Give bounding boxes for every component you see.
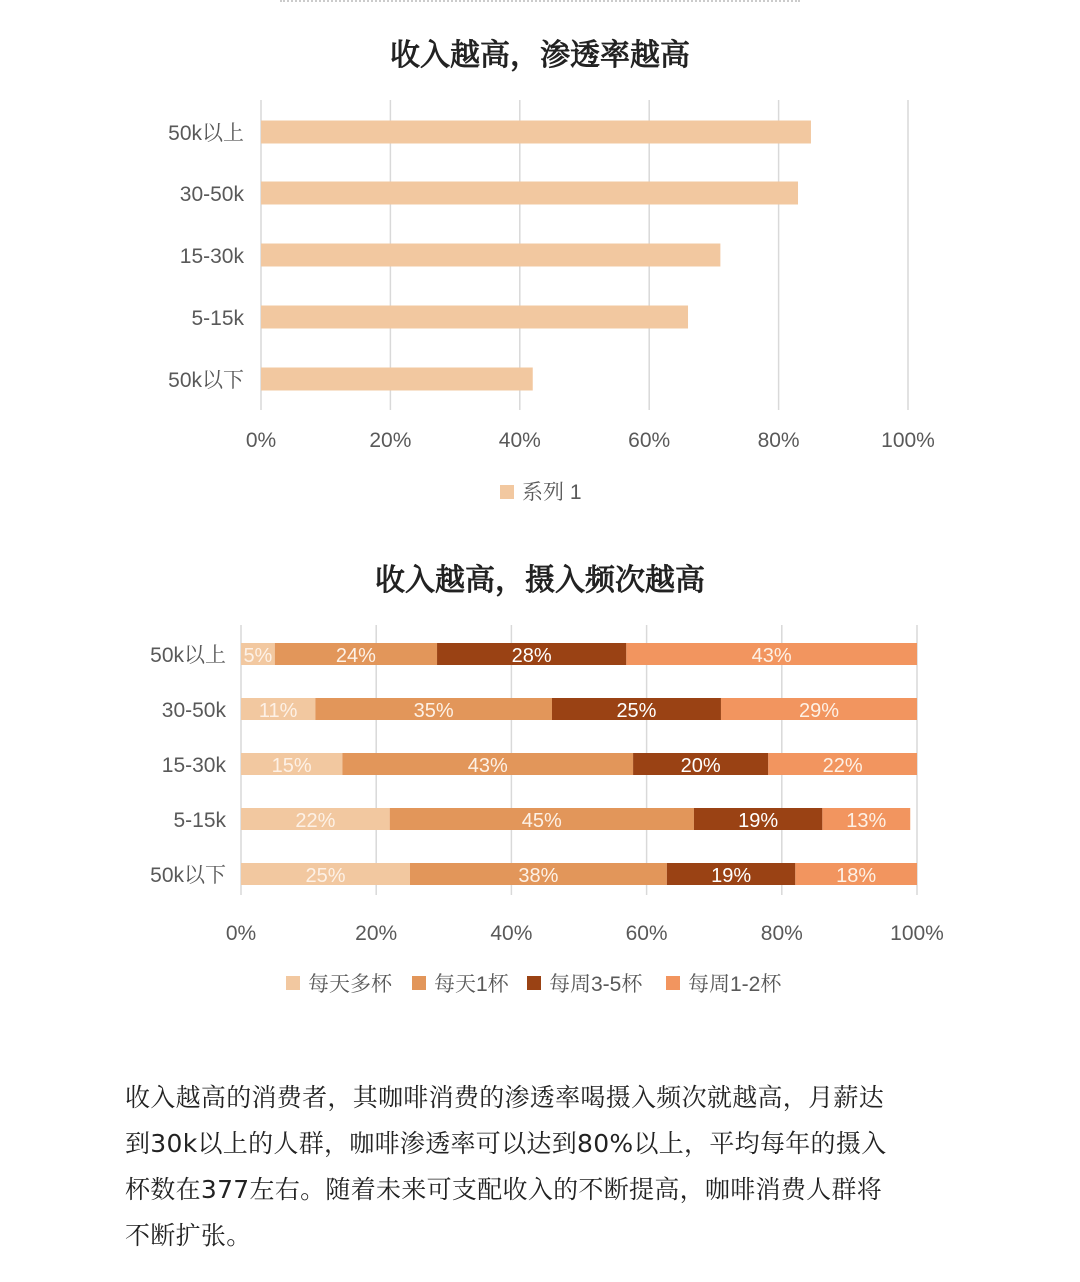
cropped-header-remnant — [280, 0, 800, 8]
legend-label: 每周3-5杯 — [549, 973, 643, 996]
frequency-stacked-bar-chart — [0, 615, 1080, 1035]
data-label: 19% — [738, 810, 779, 832]
y-category-label: 5-15k — [173, 809, 226, 832]
data-label: 28% — [511, 645, 552, 667]
bar — [261, 121, 811, 144]
data-label: 25% — [305, 865, 346, 887]
legend-swatch — [527, 976, 541, 990]
chart1-title: 收入越高，渗透率越高 — [390, 38, 690, 73]
x-tick-label: 100% — [881, 429, 935, 452]
legend-swatch — [286, 976, 300, 990]
legend-swatch — [500, 485, 514, 499]
bar — [261, 368, 533, 391]
data-label: 43% — [751, 645, 792, 667]
data-label: 20% — [680, 755, 721, 777]
y-category-label: 50k以下 — [168, 369, 244, 392]
legend-label: 每天多杯 — [308, 973, 392, 996]
x-tick-label: 100% — [890, 922, 944, 945]
y-category-label: 30-50k — [161, 699, 226, 722]
article-line: 收入越高的消费者，其咖啡消费的渗透率喝摄入频次就越高，月薪达 — [125, 1083, 885, 1112]
data-label: 35% — [413, 700, 454, 722]
article-paragraph — [125, 1075, 985, 1259]
penetration-bar-chart — [0, 85, 1080, 555]
legend-label: 每周1-2杯 — [688, 973, 782, 996]
legend — [286, 973, 782, 996]
data-label: 22% — [822, 755, 863, 777]
article-line: 不断扩张。 — [125, 1221, 252, 1250]
x-tick-label: 20% — [369, 429, 412, 452]
data-label: 15% — [271, 755, 312, 777]
chart2-title: 收入越高，摄入频次越高 — [375, 563, 705, 598]
data-label: 22% — [295, 810, 336, 832]
x-tick-label: 80% — [757, 429, 800, 452]
data-label: 11% — [258, 700, 298, 722]
y-category-label: 30-50k — [179, 183, 244, 206]
article-line: 杯数在377左右。随着未来可支配收入的不断提高，咖啡消费人群将 — [125, 1175, 883, 1204]
x-tick-label: 60% — [625, 922, 668, 945]
data-label: 43% — [467, 755, 508, 777]
article-line: 到30k以上的人群，咖啡渗透率可以达到80%以上，平均每年的摄入 — [125, 1129, 887, 1158]
y-category-label: 5-15k — [191, 307, 244, 330]
bar — [261, 244, 720, 267]
legend-label: 系列 1 — [522, 481, 582, 504]
data-label: 24% — [335, 645, 376, 667]
x-tick-label: 0% — [225, 922, 257, 945]
x-tick-label: 60% — [628, 429, 671, 452]
data-label: 18% — [836, 865, 877, 887]
legend-swatch — [666, 976, 680, 990]
data-label: 29% — [798, 700, 839, 722]
legend — [500, 481, 582, 504]
x-tick-label: 0% — [245, 429, 277, 452]
data-label: 45% — [521, 810, 562, 832]
x-tick-label: 40% — [490, 922, 533, 945]
data-label: 38% — [518, 865, 559, 887]
bar — [261, 306, 688, 329]
legend-label: 每天1杯 — [434, 973, 509, 996]
x-tick-label: 20% — [355, 922, 398, 945]
data-label: 13% — [846, 810, 887, 832]
data-label: 25% — [616, 700, 657, 722]
y-category-label: 50k以上 — [150, 644, 226, 667]
x-tick-label: 40% — [498, 429, 541, 452]
bar — [261, 182, 798, 205]
data-label: 5% — [243, 645, 273, 667]
y-category-label: 50k以上 — [168, 122, 244, 145]
legend-swatch — [412, 976, 426, 990]
x-tick-label: 80% — [760, 922, 803, 945]
data-label: 19% — [711, 865, 752, 887]
y-category-label: 50k以下 — [150, 864, 226, 887]
y-category-label: 15-30k — [179, 245, 244, 268]
y-category-label: 15-30k — [161, 754, 226, 777]
